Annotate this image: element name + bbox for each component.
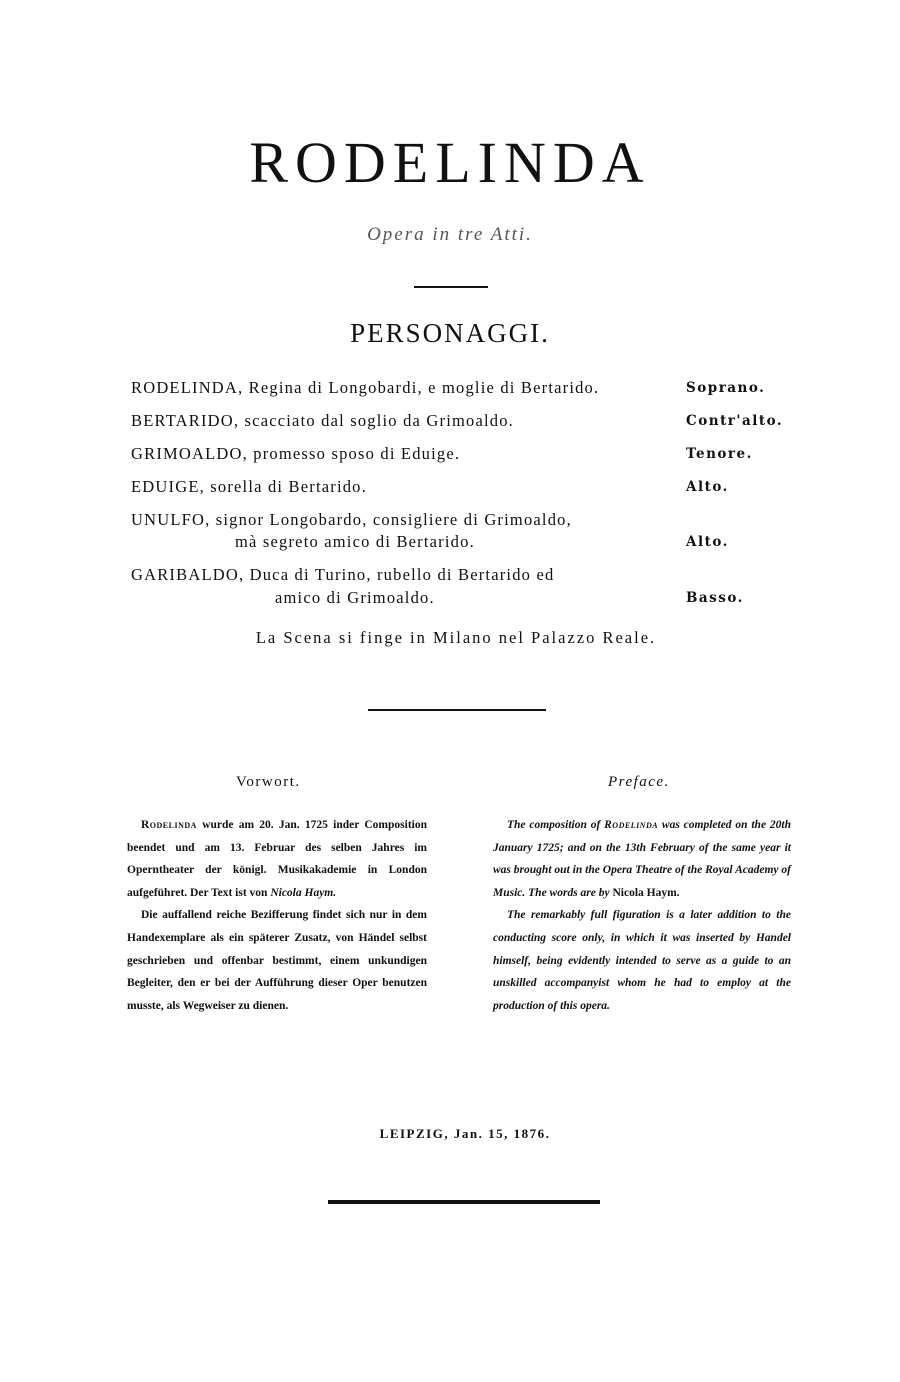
voice-unulfo: Alto. bbox=[686, 534, 729, 550]
title-divider bbox=[414, 286, 488, 288]
preface-p1-text: was completed on the 20th January 1725; and on the 13th February of the same year it was brought out in the Opera Theatre of the Royal Academy of Music. The words are by bbox=[493, 819, 791, 899]
opera-subtitle: Opera in tre Atti. bbox=[367, 224, 533, 245]
voice-grimoaldo: Tenore. bbox=[686, 446, 753, 462]
preface-p1-start: The composition of bbox=[507, 819, 605, 831]
preface-text bbox=[493, 814, 791, 1017]
vorwort-p1-text: wurde am 20. Jan. 1725 inder Composition beendet und am 13. Februar des selben Jahres im Operntheater der königl. Musikakademie in London aufgeführet. Der Text ist von bbox=[127, 819, 427, 899]
vorwort-heading: Vorwort. bbox=[236, 774, 301, 790]
character-unulfo: UNULFO, signor Longobardo, consigliere di Grimoaldo, bbox=[131, 510, 572, 529]
character-unulfo-cont: mà segreto amico di Bertarido. bbox=[235, 532, 475, 551]
character-garibaldo: GARIBALDO, Duca di Turino, rubello di Bertarido ed bbox=[131, 565, 555, 584]
preface-paragraph-2: The remarkably full figuration is a later addition to the conducting score only, in which it was inserted by Handel himself, being evidently intended to serve as a guide to an unskilled accompanyist whom he had to employ at the production of this opera. bbox=[493, 909, 791, 1012]
vorwort-opera-name: Rodelinda bbox=[141, 819, 197, 831]
character-garibaldo-cont: amico di Grimoaldo. bbox=[275, 588, 435, 607]
bottom-divider bbox=[328, 1200, 600, 1204]
place-date: LEIPZIG, Jan. 15, 1876. bbox=[379, 1126, 551, 1141]
vorwort-author: Nicola Haym. bbox=[270, 886, 337, 899]
preface-paragraph-1 bbox=[493, 814, 791, 904]
voice-garibaldo: Basso. bbox=[686, 590, 744, 606]
preface-heading: Preface. bbox=[608, 774, 670, 790]
preface-author: Nicola Haym. bbox=[612, 886, 680, 899]
vorwort-paragraph-1 bbox=[127, 814, 427, 904]
character-rodelinda: RODELINDA, Regina di Longobardi, e moglie di Bertarido. bbox=[131, 378, 600, 397]
preface-opera-name: Rodelinda bbox=[604, 819, 659, 831]
cast-heading: PERSONAGGI. bbox=[350, 318, 550, 348]
character-bertarido: BERTARIDO, scacciato dal soglio da Grimoaldo. bbox=[131, 411, 514, 430]
character-eduige: EDUIGE, sorella di Bertarido. bbox=[131, 477, 367, 496]
voice-eduige: Alto. bbox=[686, 479, 729, 495]
voice-rodelinda: Soprano. bbox=[686, 380, 766, 396]
vorwort-paragraph-2: Die auffallend reiche Bezifferung findet sich nur in dem Handexemplare als ein späterer Zusatz, von Händel selbst geschrieben und offenbar bestimmt, einem unkundigen Begleiter, den er bei der Aufführung dieser Oper benutzen musste, als Wegweiser zu dienen. bbox=[127, 909, 427, 1012]
scene-setting: La Scena si finge in Milano nel Palazzo Reale. bbox=[255, 628, 657, 647]
vorwort-text bbox=[127, 814, 427, 1017]
middle-divider bbox=[368, 709, 546, 711]
voice-bertarido: Contr'alto. bbox=[686, 413, 784, 429]
character-grimoaldo: GRIMOALDO, promesso sposo di Eduige. bbox=[131, 444, 461, 463]
opera-title: RODELINDA bbox=[249, 130, 651, 195]
